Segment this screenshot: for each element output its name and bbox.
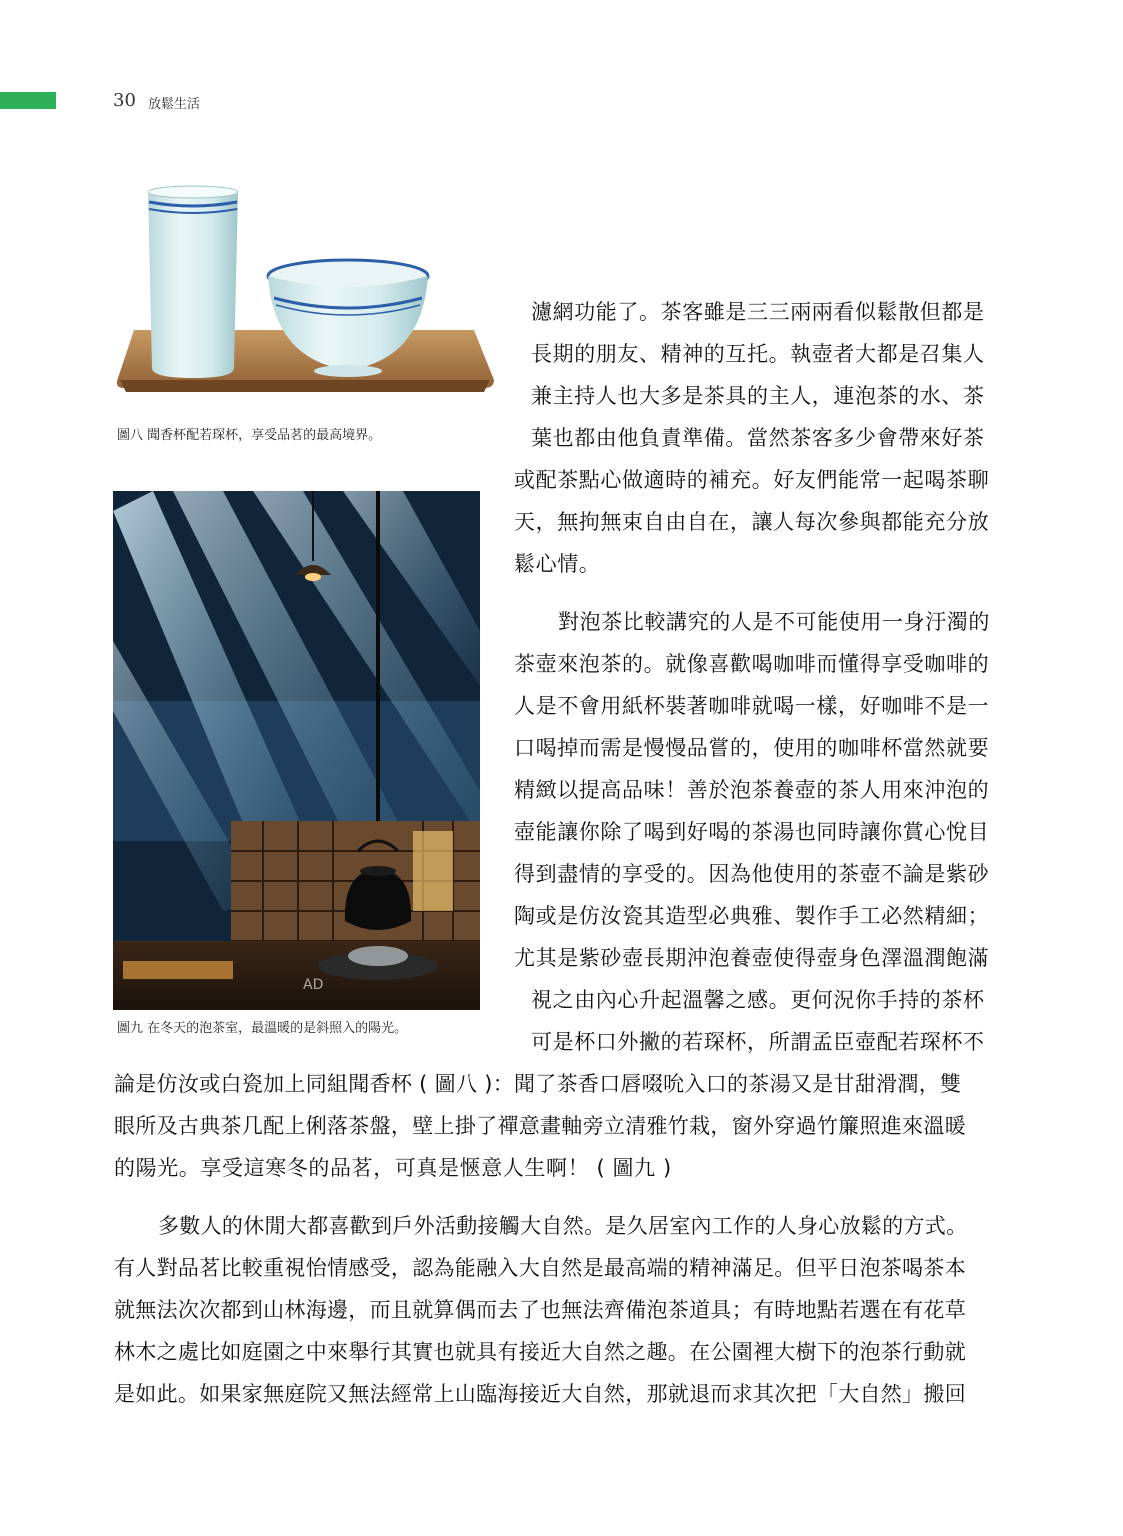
body-line: 壺能讓你除了喝到好喝的茶湯也同時讓你賞心悅目: [514, 820, 990, 844]
tea-room-illustration: [113, 491, 480, 1010]
section-title: 放鬆生活: [148, 97, 201, 112]
body-line: 有人對品茗比較重視怡情感受，認為能融入大自然是最高端的精神滿足。但平日泡茶喝茶本: [114, 1256, 966, 1280]
figure-9-caption: 圖九 在冬天的泡茶室，最溫暖的是斜照入的陽光。: [117, 1021, 408, 1036]
body-line: 陶或是仿汝瓷其造型必典雅、製作手工必然精細；: [514, 904, 990, 928]
body-line: 尤其是紫砂壺長期沖泡養壺使得壺身色澤溫潤飽滿: [514, 946, 990, 970]
watermark-text: AD: [303, 977, 324, 993]
body-line: 眼所及古典茶几配上俐落茶盤，壁上掛了禪意畫軸旁立清雅竹栽，窗外穿過竹簾照進來溫暖: [114, 1114, 966, 1138]
body-line: 就無法次次都到山林海邊，而且就算偶而去了也無法齊備泡茶道具；有時地點若選在有花草: [114, 1298, 966, 1322]
figure-9-photo: [113, 491, 480, 1010]
body-line: 視之由內心升起溫馨之感。更何況你手持的茶杯: [531, 988, 985, 1012]
page-number: 30: [113, 90, 136, 111]
figure-8-caption: 圖八 聞香杯配若琛杯，享受品茗的最高境界。: [117, 428, 382, 443]
body-line: 林木之處比如庭園之中來舉行其實也就具有接近大自然之趣。在公園裡大樹下的泡茶行動就: [114, 1340, 966, 1364]
body-line: 鬆心情。: [514, 552, 601, 576]
body-line: 可是杯口外撇的若琛杯，所謂孟臣壺配若琛杯不: [531, 1030, 985, 1054]
tea-cups-illustration: [114, 180, 494, 400]
body-line: 或配茶點心做適時的補充。好友們能常一起喝茶聊: [514, 468, 990, 492]
body-line: 長期的朋友、精神的互托。執壺者大都是召集人: [531, 342, 985, 366]
figure-8-photo: [114, 180, 494, 400]
body-line: 口喝掉而需是慢慢品嘗的，使用的咖啡杯當然就要: [514, 736, 990, 760]
body-line: 精緻以提高品味！善於泡茶養壺的茶人用來沖泡的: [514, 778, 990, 802]
body-line: 是如此。如果家無庭院又無法經常上山臨海接近大自然，那就退而求其次把「大自然」搬回: [114, 1382, 966, 1406]
section-marker: [0, 92, 56, 109]
body-line: 茶壺來泡茶的。就像喜歡喝咖啡而懂得享受咖啡的: [514, 652, 990, 676]
body-line: 得到盡情的享受的。因為他使用的茶壺不論是紫砂: [514, 862, 990, 886]
body-line: 的陽光。享受這寒冬的品茗，可真是愜意人生啊！ ( 圖九 ): [114, 1156, 672, 1180]
body-line: 葉也都由他負責準備。當然茶客多少會帶來好茶: [531, 426, 985, 450]
body-line: 對泡茶比較講究的人是不可能使用一身汙濁的: [558, 610, 990, 634]
body-line: 多數人的休閒大都喜歡到戶外活動接觸大自然。是久居室內工作的人身心放鬆的方式。: [158, 1214, 968, 1238]
body-line: 人是不會用紙杯裝著咖啡就喝一樣，好咖啡不是一: [514, 694, 990, 718]
body-line: 論是仿汝或白瓷加上同組聞香杯 ( 圖八 )：聞了茶香口唇啜吮入口的茶湯又是甘甜滑潤，雙: [114, 1072, 962, 1096]
body-line: 天，無拘無束自由自在，讓人每次參與都能充分放: [514, 510, 990, 534]
body-line: 兼主持人也大多是茶具的主人，連泡茶的水、茶: [531, 384, 985, 408]
body-line: 濾網功能了。茶客雖是三三兩兩看似鬆散但都是: [531, 300, 985, 324]
